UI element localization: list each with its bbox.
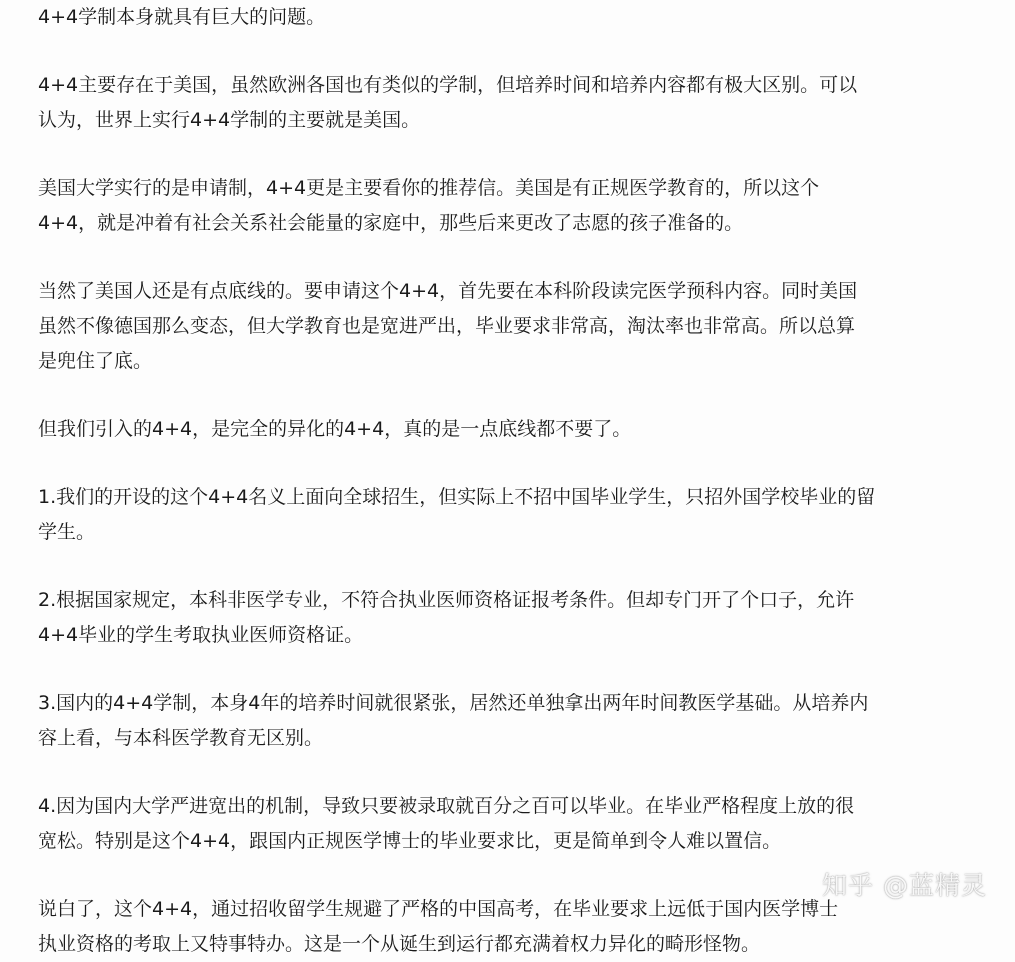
paragraph: 美国大学实行的是申请制，4+4更是主要看你的推荐信。美国是有正规医学教育的，所以这个 4+4，就是冲着有社会关系社会能量的家庭中，那些后来更改了志愿的孩子准备的。 <box>38 177 820 234</box>
paragraph: 1.我们的开设的这个4+4名义上面向全球招生，但实际上不招中国毕业学生，只招外国学校毕业的留 学生。 <box>38 486 876 543</box>
zhihu-watermark: 知乎 @蓝精灵 <box>822 871 987 900</box>
paragraph: 2.根据国家规定，本科非医学专业，不符合执业医师资格证报考条件。但却专门开了个口子，允许 4+4毕业的学生考取执业医师资格证。 <box>38 589 855 646</box>
paragraph: 4+4主要存在于美国，虽然欧洲各国也有类似的学制，但培养时间和培养内容都有极大区别。可以 认为，世界上实行4+4学制的主要就是美国。 <box>38 74 858 131</box>
paragraph: 4+4学制本身就具有巨大的问题。 <box>38 6 326 28</box>
paragraph: 说白了，这个4+4，通过招收留学生规避了严格的中国高考，在毕业要求上远低于国内医学博士 执业资格的考取上又特事特办。这是一个从诞生到运行都充满着权力异化的畸形怪物。 <box>38 898 839 955</box>
paragraph: 4.因为国内大学严进宽出的机制，导致只要被录取就百分之百可以毕业。在毕业严格程度上放的很 宽松。特别是这个4+4，跟国内正规医学博士的毕业要求比，更是简单到令人难以置信。 <box>38 795 855 852</box>
paragraph: 当然了美国人还是有点底线的。要申请这个4+4，首先要在本科阶段读完医学预科内容。同时美国 虽然不像德国那么变态，但大学教育也是宽进严出，毕业要求非常高，淘汰率也非常高。所以总算 是兜住了底。 <box>38 280 858 372</box>
paragraph: 但我们引入的4+4，是完全的异化的4+4，真的是一点底线都不要了。 <box>38 418 632 440</box>
paragraph: 3.国内的4+4学制，本身4年的培养时间就很紧张，居然还单独拿出两年时间教医学基础。从培养内 容上看，与本科医学教育无区别。 <box>38 692 869 749</box>
article-body <box>38 0 998 955</box>
